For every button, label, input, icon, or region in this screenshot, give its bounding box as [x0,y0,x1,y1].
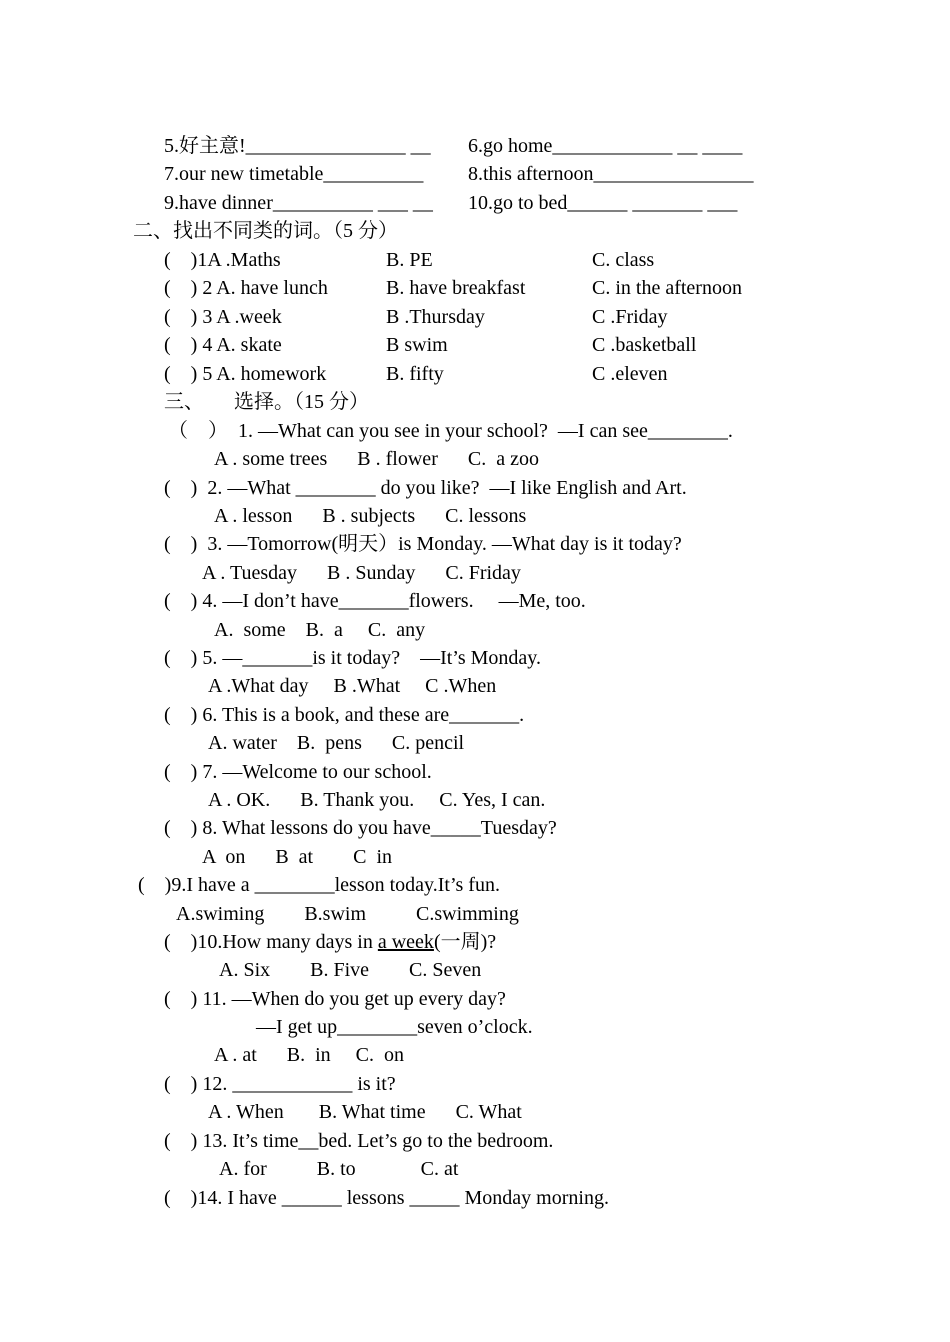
odd-one-out-row-1-a: ( )1A .Maths [164,249,281,271]
q10-suffix: (一周)? [433,931,497,953]
choice-question-1: （ ） 1. —What can you see in your school? —I can see________. [168,420,733,442]
q10-prefix: ( )10.How many days in [164,931,378,953]
translate-item-6: 6.go home____________ __ ____ [468,135,743,157]
choice-question-11: ( ) 11. —When do you get up every day? [164,988,506,1010]
choice-options-9: A.swiming B.swim C.swimming [176,903,519,925]
odd-one-out-row-1-c: C. class [592,249,655,271]
choice-question-14: ( )14. I have ______ lessons _____ Monday morning. [164,1187,609,1209]
choice-question-3: ( ) 3. —Tomorrow(明天）is Monday. —What day is it today? [164,533,682,555]
translate-item-9: 9.have dinner__________ ___ __ [164,192,433,214]
odd-one-out-row-5-c: C .eleven [592,363,668,385]
choice-options-8: A on B at C in [202,846,393,868]
choice-question-13: ( ) 13. It’s time__bed. Let’s go to the bedroom. [164,1130,554,1152]
choice-options-5: A .What day B .What C .When [208,675,497,697]
choice-options-6: A. water B. pens C. pencil [208,732,465,754]
choice-question-8: ( ) 8. What lessons do you have_____Tuesday? [164,817,557,839]
choice-question-10 [164,930,496,954]
choice-options-1: A . some trees B . flower C. a zoo [214,448,539,470]
odd-one-out-row-3-a: ( ) 3 A .week [164,306,282,328]
choice-question-6: ( ) 6. This is a book, and these are_______. [164,704,525,726]
odd-one-out-row-5-b: B. fifty [386,363,444,385]
odd-one-out-row-4-b: B swim [386,334,448,356]
section2-heading: 二、找出不同类的词。（5 分） [133,220,398,242]
choice-options-11: A . at B. in C. on [214,1044,405,1066]
choice-question-7: ( ) 7. —Welcome to our school. [164,761,432,783]
choice-options-13: A. for B. to C. at [219,1158,459,1180]
odd-one-out-row-2-b: B. have breakfast [386,277,526,299]
choice-question-4: ( ) 4. —I don’t have_______flowers. —Me, too. [164,590,586,612]
odd-one-out-row-5-a: ( ) 5 A. homework [164,363,327,385]
q10-underlined: a week [377,931,434,953]
translate-item-10: 10.go to bed______ _______ ___ [468,192,738,214]
section3-heading: 三、 选择。（15 分） [164,391,369,413]
choice-options-7: A . OK. B. Thank you. C. Yes, I can. [208,789,546,811]
odd-one-out-row-4-c: C .basketball [592,334,697,356]
translate-item-7: 7.our new timetable__________ [164,163,424,185]
odd-one-out-row-1-b: B. PE [386,249,433,271]
odd-one-out-row-2-a: ( ) 2 A. have lunch [164,277,328,299]
choice-question-5: ( ) 5. —_______is it today? —It’s Monday. [164,647,542,669]
odd-one-out-row-2-c: C. in the afternoon [592,277,742,299]
translate-item-5: 5.好主意!________________ __ [164,135,431,157]
choice-options-3: A . Tuesday B . Sunday C. Friday [202,562,521,584]
choice-question-12: ( ) 12. ____________ is it? [164,1073,396,1095]
odd-one-out-row-3-c: C .Friday [592,306,668,328]
choice-options-12: A . When B. What time C. What [208,1101,522,1123]
translate-item-8: 8.this afternoon________________ [468,163,754,185]
choice-options-10: A. Six B. Five C. Seven [219,959,482,981]
choice-question-2: ( ) 2. —What ________ do you like? —I like English and Art. [164,477,687,499]
choice-question-9: ( )9.I have a ________lesson today.It’s fun. [138,874,500,896]
choice-question-11-reply: —I get up________seven o’clock. [256,1016,533,1038]
choice-options-4: A. some B. a C. any [214,619,426,641]
odd-one-out-row-4-a: ( ) 4 A. skate [164,334,282,356]
odd-one-out-row-3-b: B .Thursday [386,306,485,328]
choice-options-2: A . lesson B . subjects C. lessons [214,505,527,527]
